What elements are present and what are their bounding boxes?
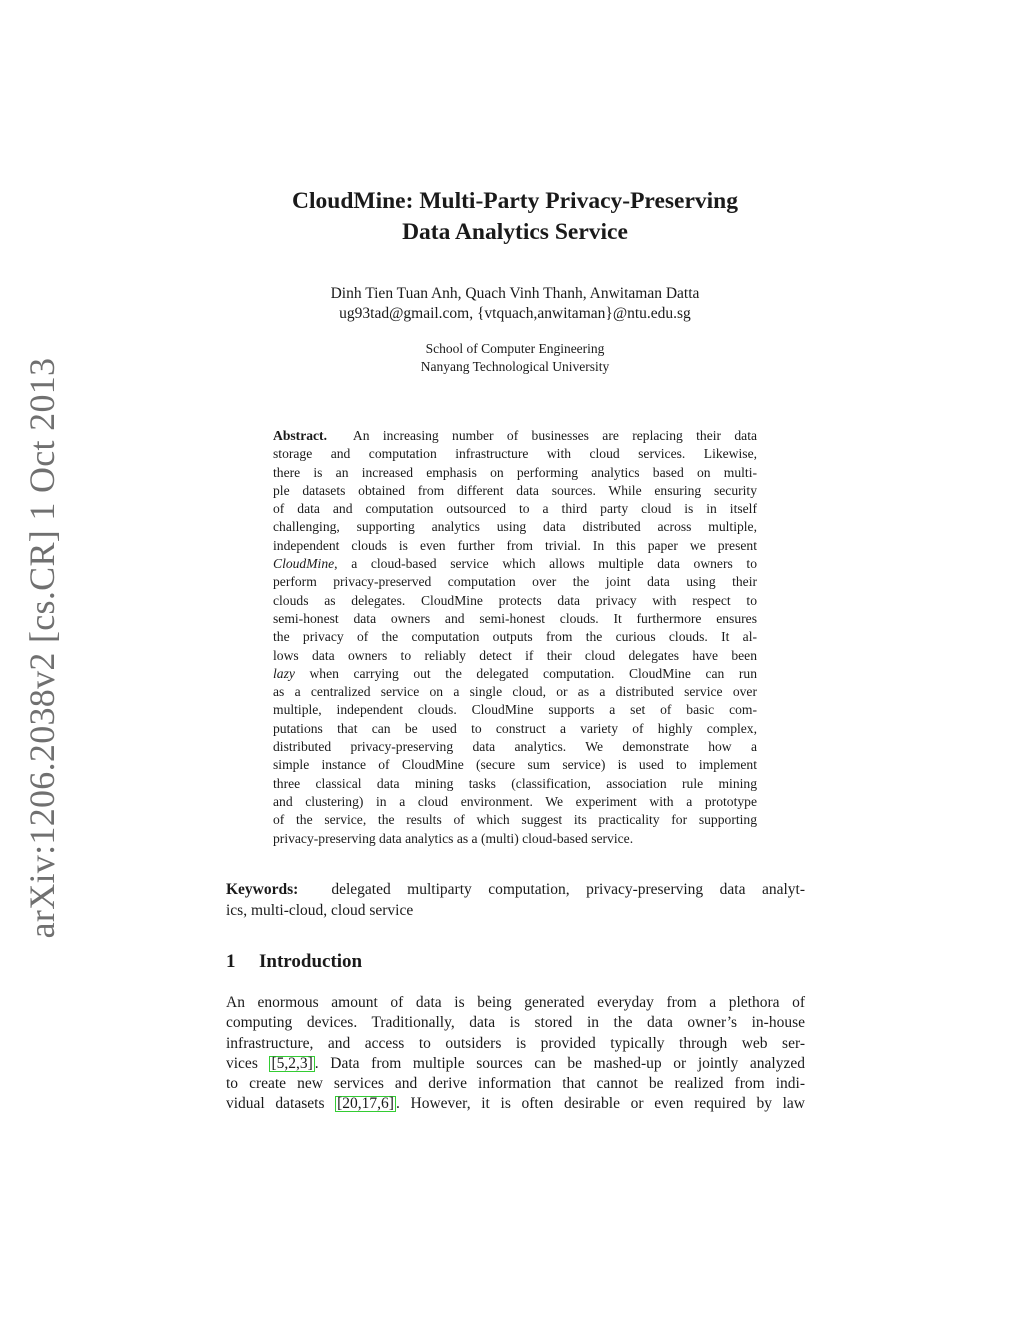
body-text: vices	[226, 1054, 270, 1072]
abstract-line: independent clouds is even further from trivial. In this paper we present	[273, 537, 757, 553]
title-line-2: Data Analytics Service	[402, 219, 628, 245]
arxiv-identifier-stamp: arXiv:1206.2038v2 [cs.CR] 1 Oct 2013	[22, 357, 62, 939]
abstract-line: of data and computation outsourced to a third party cloud is in itself	[273, 501, 757, 517]
affiliation-line-1: School of Computer Engineering	[425, 341, 605, 356]
abstract-line: simple instance of CloudMine (secure sum service) is used to implement	[273, 757, 757, 773]
keywords-label: Keywords:	[226, 881, 299, 898]
abstract-line: challenging, supporting analytics using data distributed across multiple,	[273, 519, 757, 535]
abstract-line: lows data owners to reliably detect if their cloud delegates have been	[273, 647, 757, 663]
abstract-line: privacy-preserving data analytics as a (multi) cloud-based service.	[273, 830, 634, 846]
abstract-text: , a cloud-based service which allows multiple data owners to	[334, 556, 757, 572]
abstract-line	[273, 427, 757, 445]
affiliation-block	[210, 340, 820, 376]
abstract-label: Abstract.	[273, 428, 327, 443]
keywords-line	[226, 880, 805, 901]
citation-link[interactable]: [5,2,3]	[271, 1054, 313, 1072]
section-heading-introduction	[226, 951, 362, 973]
section-number: 1	[226, 951, 236, 972]
body-line: computing devices. Traditionally, data is stored in the data owner’s in-house	[226, 1014, 805, 1032]
abstract-line: distributed privacy-preserving data analytics. We demonstrate how a	[273, 739, 757, 755]
affiliation-line-2: Nanyang Technological University	[420, 359, 610, 374]
abstract-line: putations that can be used to construct a variety of highly complex,	[273, 720, 757, 736]
abstract-line: clouds as delegates. CloudMine protects data privacy with respect to	[273, 592, 757, 608]
author-block	[210, 284, 820, 324]
abstract-line	[273, 555, 757, 573]
abstract-text: when carrying out the delegated computation. CloudMine can run	[294, 665, 757, 681]
cloudmine-emphasis: CloudMine	[273, 556, 335, 572]
keywords-line: ics, multi-cloud, cloud service	[226, 901, 414, 919]
abstract-line: there is an increased emphasis on performing analytics based on multi-	[273, 464, 757, 480]
body-line	[226, 1094, 805, 1114]
keywords-text: delegated multiparty computation, privacy-preserving data analyt-	[331, 881, 805, 898]
introduction-paragraph	[226, 993, 805, 1115]
author-names: Dinh Tien Tuan Anh, Quach Vinh Thanh, Anwitaman Datta	[330, 285, 700, 302]
body-line	[226, 1054, 805, 1074]
paper-title	[210, 186, 820, 248]
body-line: An enormous amount of data is being generated everyday from a plethora of	[226, 994, 805, 1011]
lazy-emphasis: lazy	[273, 665, 295, 681]
abstract-line: ple datasets obtained from different data sources. While ensuring security	[273, 482, 757, 498]
title-line-1: CloudMine: Multi-Party Privacy-Preserving	[292, 188, 738, 214]
section-title: Introduction	[259, 951, 363, 972]
author-emails: ug93tad@gmail.com, {vtquach,anwitaman}@ntu.edu.sg	[339, 305, 691, 322]
abstract-line: three classical data mining tasks (classification, association rule mining	[273, 775, 757, 791]
abstract-line: perform privacy-preserved computation over the joint data using their	[273, 574, 757, 590]
body-text: . However, it is often desirable or even required by law	[395, 1095, 805, 1113]
abstract-line: the privacy of the computation outputs from the curious clouds. It al-	[273, 629, 757, 645]
body-line: to create new services and derive information that cannot be realized from indi-	[226, 1075, 805, 1093]
abstract-line: as a centralized service on a single cloud, or as a distributed service over	[273, 684, 757, 700]
abstract-line: multiple, independent clouds. CloudMine supports a set of basic com-	[273, 702, 757, 718]
body-text: . Data from multiple sources can be mashed-up or jointly analyzed	[314, 1054, 805, 1072]
abstract-line	[273, 665, 757, 683]
keywords	[226, 880, 805, 921]
body-line: infrastructure, and access to outsiders is provided typically through web ser-	[226, 1034, 805, 1052]
citation-link[interactable]: [20,17,6]	[337, 1095, 394, 1113]
abstract-line: of the service, the results of which suggest its practicality for supporting	[273, 812, 757, 828]
abstract-line: storage and computation infrastructure with cloud services. Likewise,	[273, 446, 757, 462]
abstract-text: An increasing number of businesses are replacing their data	[352, 428, 758, 443]
abstract-line: semi-honest data owners and semi-honest clouds. It furthermore ensures	[273, 610, 757, 626]
body-text: vidual datasets	[226, 1095, 336, 1113]
abstract	[273, 427, 757, 848]
abstract-line: and clustering) in a cloud environment. We experiment with a prototype	[273, 793, 757, 809]
